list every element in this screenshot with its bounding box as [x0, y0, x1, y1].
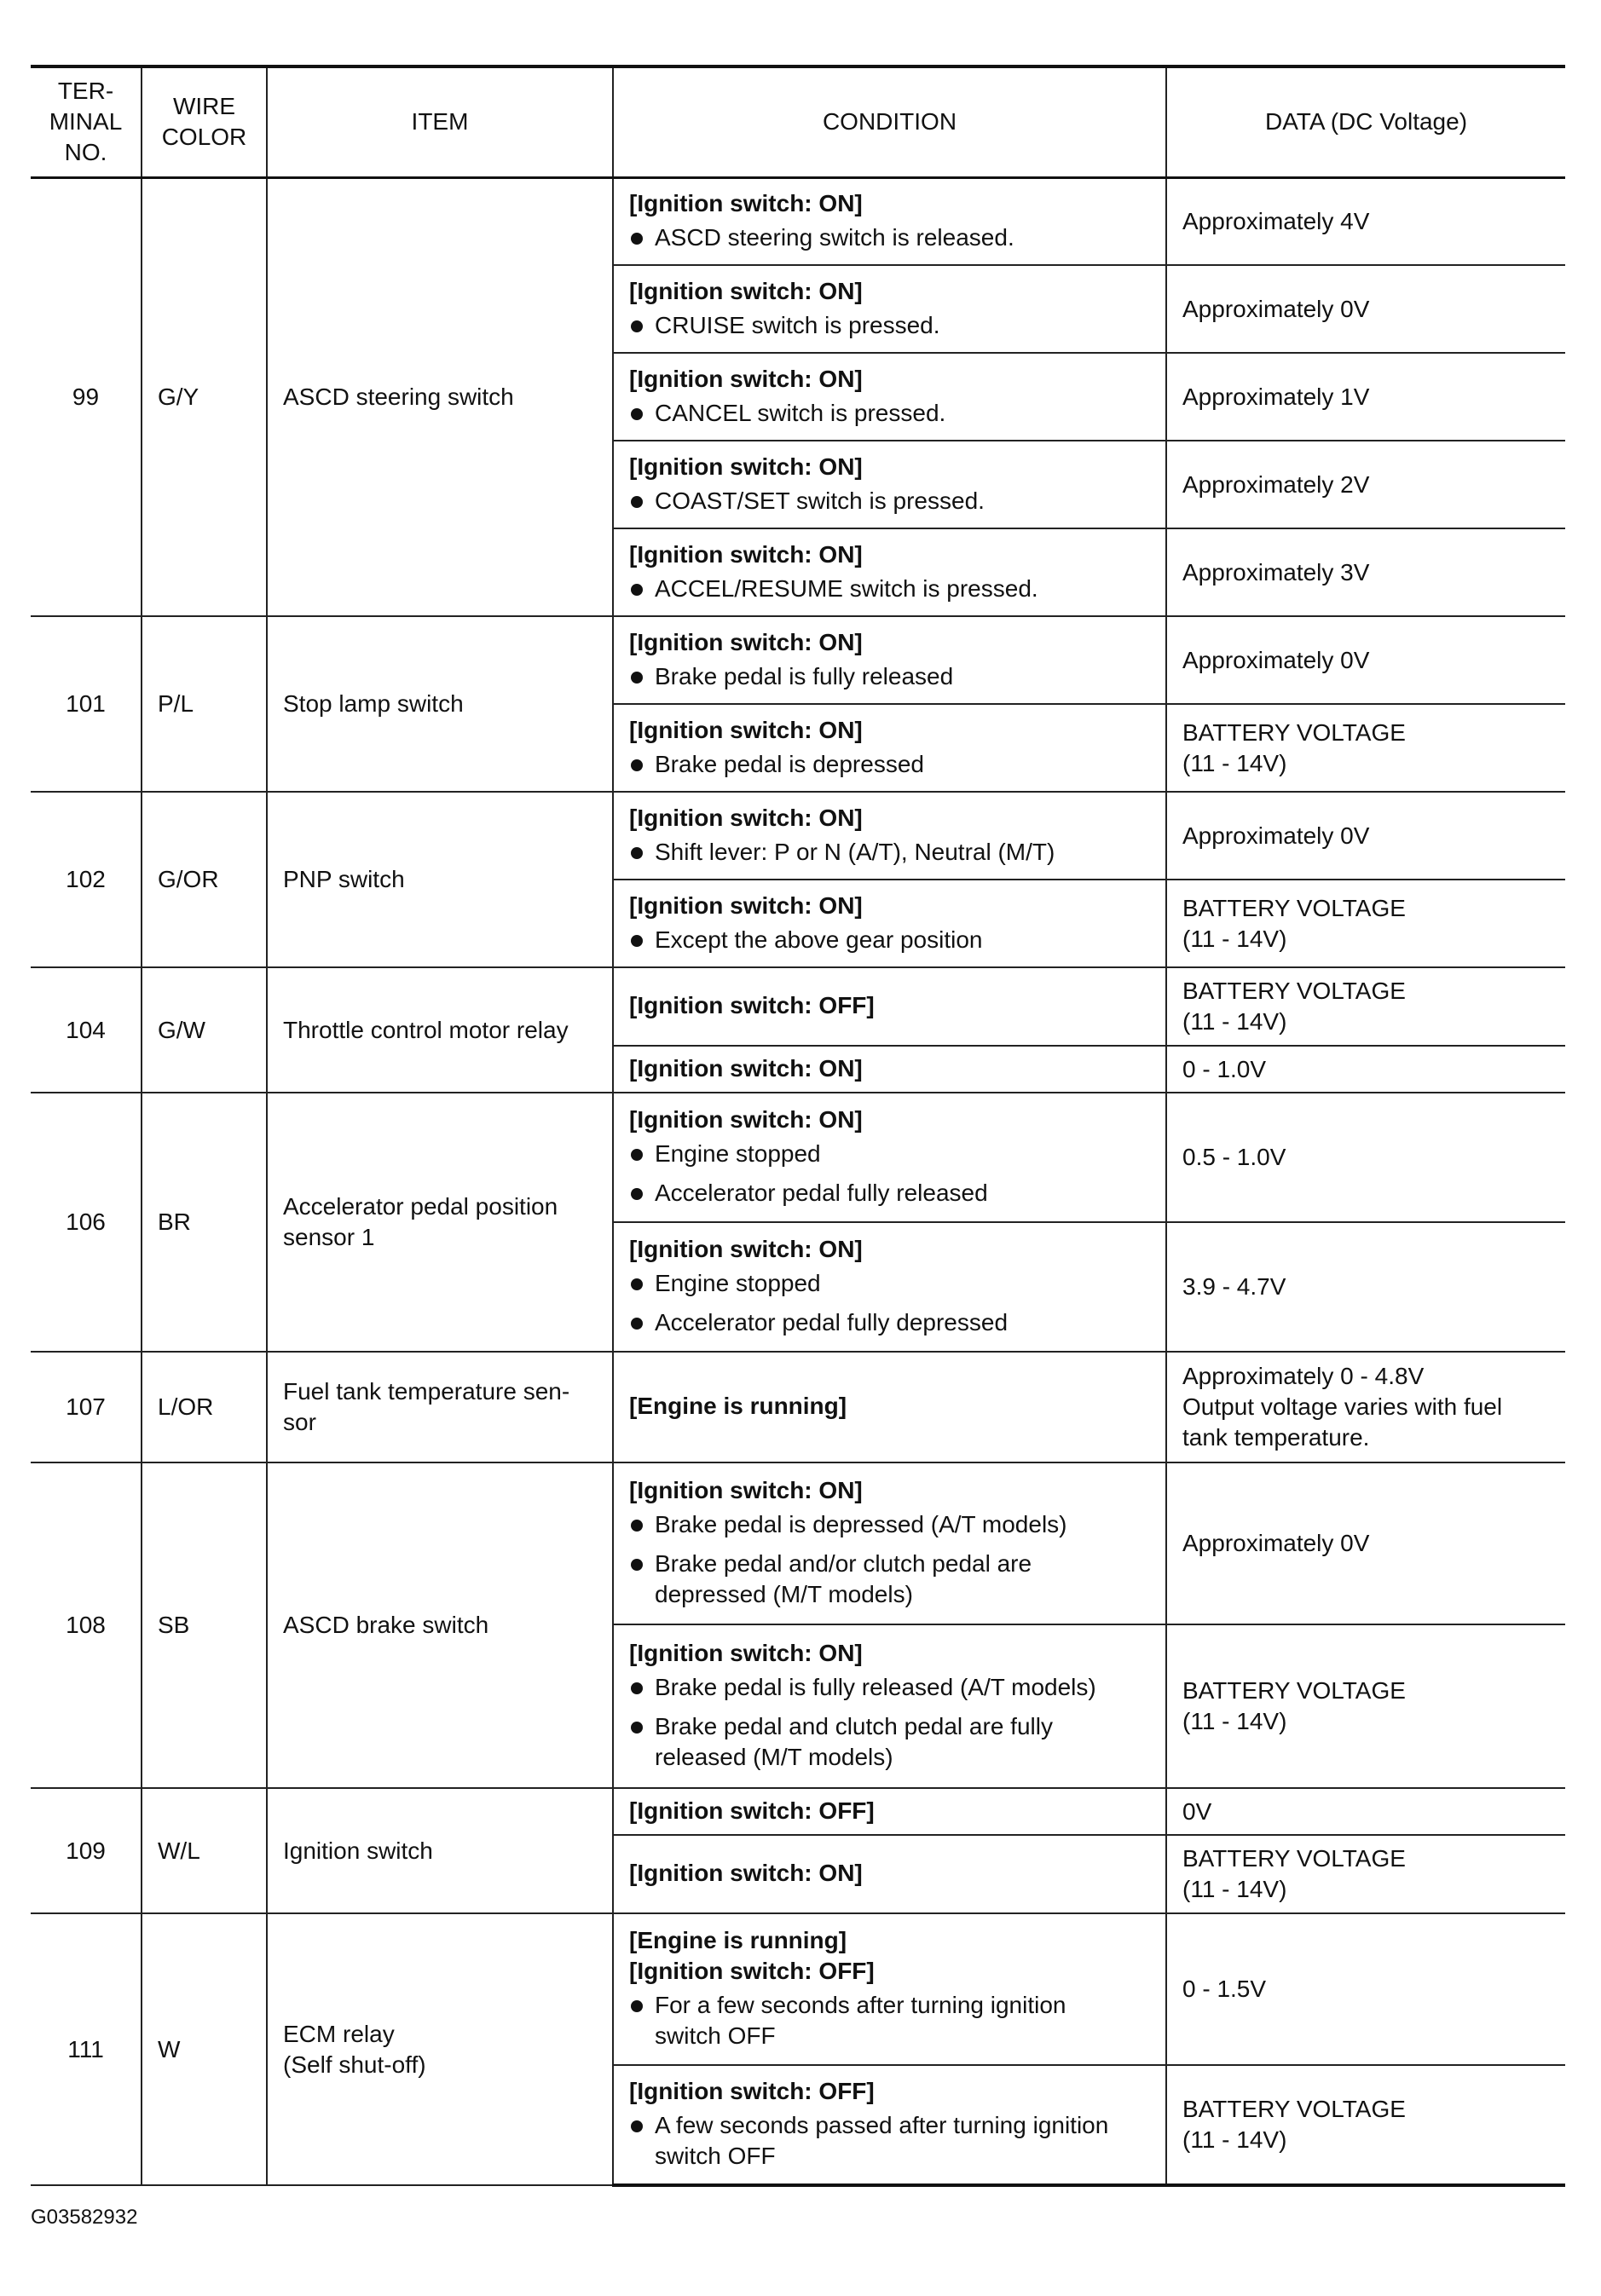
item-name: ECM relay (Self shut-off): [267, 1913, 613, 2185]
condition-cell: [613, 1835, 1166, 1913]
terminal-number: 107: [31, 1352, 142, 1462]
item-name: PNP switch: [267, 792, 613, 967]
item-name: Throttle control motor relay: [267, 967, 613, 1093]
condition-heading: [Engine is running]: [629, 1393, 847, 1419]
condition-cell: [613, 1352, 1166, 1462]
wire-color: P/L: [142, 616, 267, 792]
condition-bullet: A few seconds passed after turning ignition switch OFF: [629, 2110, 1150, 2172]
condition-bullet-list: [629, 1990, 1150, 2051]
condition-cell: [613, 616, 1166, 704]
item-name: Stop lamp switch: [267, 616, 613, 792]
header-terminal-no: TER- MINAL NO.: [31, 66, 142, 177]
wire-color: G/Y: [142, 177, 267, 616]
voltage-data: 0.5 - 1.0V: [1166, 1093, 1565, 1222]
item-name: ASCD brake switch: [267, 1462, 613, 1788]
condition-bullet-list: [629, 925, 1150, 955]
wire-color: W: [142, 1913, 267, 2185]
condition-heading: [Ignition switch: ON]: [629, 1477, 863, 1503]
terminal-number: 109: [31, 1788, 142, 1913]
condition-bullet-list: [629, 661, 1150, 692]
table-row: [31, 177, 1565, 265]
condition-bullet: Brake pedal and clutch pedal are fully released (M/T models): [629, 1711, 1150, 1773]
condition-bullet: Accelerator pedal fully depressed: [629, 1307, 1150, 1338]
condition-bullet-list: [629, 486, 1150, 516]
condition-bullet-list: [629, 2110, 1150, 2172]
condition-bullet: CANCEL switch is pressed.: [629, 398, 1150, 429]
item-name: Ignition switch: [267, 1788, 613, 1913]
wire-color: W/L: [142, 1788, 267, 1913]
condition-heading: [Ignition switch: ON]: [629, 804, 863, 831]
condition-bullet: Brake pedal is fully released (A/T models): [629, 1672, 1150, 1703]
condition-bullet-list: [629, 1139, 1150, 1209]
header-row: [31, 66, 1565, 177]
condition-heading: [Ignition switch: ON]: [629, 453, 863, 480]
wire-color: SB: [142, 1462, 267, 1788]
condition-cell: [613, 1624, 1166, 1788]
condition-heading: [Ignition switch: ON]: [629, 1054, 863, 1082]
condition-cell: [613, 2065, 1166, 2185]
condition-bullet: For a few seconds after turning ignition switch OFF: [629, 1990, 1150, 2051]
condition-bullet-list: [629, 1509, 1150, 1610]
voltage-data: BATTERY VOLTAGE (11 - 14V): [1166, 1624, 1565, 1788]
terminal-number: 104: [31, 967, 142, 1093]
condition-cell: [613, 792, 1166, 880]
condition-cell: [613, 1093, 1166, 1222]
condition-cell: [613, 1462, 1166, 1624]
condition-bullet-list: [629, 1268, 1150, 1338]
terminal-number: 108: [31, 1462, 142, 1788]
condition-bullet: CRUISE switch is pressed.: [629, 310, 1150, 341]
table-row: [31, 1913, 1565, 2065]
voltage-data: 0V: [1166, 1788, 1565, 1835]
table-row: [31, 967, 1565, 1046]
voltage-data: BATTERY VOLTAGE (11 - 14V): [1166, 880, 1565, 967]
ecm-terminal-table: [31, 65, 1565, 2187]
condition-cell: [613, 177, 1166, 265]
condition-bullet-list: [629, 574, 1150, 604]
condition-bullet: Shift lever: P or N (A/T), Neutral (M/T): [629, 837, 1150, 868]
condition-heading: [Engine is running] [Ignition switch: OFF]: [629, 1927, 875, 1984]
voltage-data: BATTERY VOLTAGE (11 - 14V): [1166, 2065, 1565, 2185]
voltage-data: Approximately 0 - 4.8V Output voltage varies with fuel tank temperature.: [1166, 1352, 1565, 1462]
condition-cell: [613, 265, 1166, 353]
condition-cell: [613, 967, 1166, 1046]
condition-heading: [Ignition switch: ON]: [629, 1640, 863, 1666]
condition-cell: [613, 1046, 1166, 1093]
condition-heading: [Ignition switch: ON]: [629, 277, 863, 304]
wire-color: L/OR: [142, 1352, 267, 1462]
wire-color: BR: [142, 1093, 267, 1352]
condition-cell: [613, 353, 1166, 441]
condition-heading: [Ignition switch: OFF]: [629, 992, 875, 1018]
terminal-number: 106: [31, 1093, 142, 1352]
voltage-data: Approximately 0V: [1166, 616, 1565, 704]
condition-bullet: COAST/SET switch is pressed.: [629, 486, 1150, 516]
voltage-data: Approximately 0V: [1166, 1462, 1565, 1624]
voltage-data: Approximately 0V: [1166, 792, 1565, 880]
condition-bullet: Brake pedal is depressed (A/T models): [629, 1509, 1150, 1540]
wire-color: G/OR: [142, 792, 267, 967]
condition-heading: [Ignition switch: ON]: [629, 628, 863, 655]
condition-bullet-list: [629, 310, 1150, 341]
table-row: [31, 616, 1565, 704]
voltage-data: Approximately 0V: [1166, 265, 1565, 353]
condition-bullet: Engine stopped: [629, 1268, 1150, 1299]
condition-bullet-list: [629, 749, 1150, 780]
table-row: [31, 1093, 1565, 1222]
condition-bullet: Except the above gear position: [629, 925, 1150, 955]
voltage-data: 0 - 1.0V: [1166, 1046, 1565, 1093]
condition-cell: [613, 441, 1166, 528]
voltage-data: BATTERY VOLTAGE (11 - 14V): [1166, 704, 1565, 792]
condition-cell: [613, 1788, 1166, 1835]
terminal-number: 111: [31, 1913, 142, 2185]
header-item: ITEM: [267, 66, 613, 177]
condition-cell: [613, 704, 1166, 792]
voltage-data: Approximately 1V: [1166, 353, 1565, 441]
condition-bullet-list: [629, 398, 1150, 429]
condition-heading: [Ignition switch: ON]: [629, 365, 863, 392]
table-row: [31, 1462, 1565, 1624]
condition-bullet: Accelerator pedal fully released: [629, 1178, 1150, 1209]
condition-bullet-list: [629, 837, 1150, 868]
condition-heading: [Ignition switch: ON]: [629, 540, 863, 568]
table-row: [31, 1788, 1565, 1835]
condition-bullet: ASCD steering switch is released.: [629, 222, 1150, 253]
terminal-data-document: [31, 65, 1565, 2187]
header-condition: CONDITION: [613, 66, 1166, 177]
voltage-data: 0 - 1.5V: [1166, 1913, 1565, 2065]
voltage-data: BATTERY VOLTAGE (11 - 14V): [1166, 967, 1565, 1046]
voltage-data: BATTERY VOLTAGE (11 - 14V): [1166, 1835, 1565, 1913]
condition-cell: [613, 528, 1166, 616]
condition-heading: [Ignition switch: OFF]: [629, 2078, 875, 2104]
condition-bullet-list: [629, 1672, 1150, 1773]
table-row: [31, 1352, 1565, 1462]
wire-color: G/W: [142, 967, 267, 1093]
condition-cell: [613, 880, 1166, 967]
condition-bullet: Engine stopped: [629, 1139, 1150, 1169]
terminal-number: 102: [31, 792, 142, 967]
condition-bullet: Brake pedal is fully released: [629, 661, 1150, 692]
condition-heading: [Ignition switch: OFF]: [629, 1797, 875, 1824]
table-body: [31, 177, 1565, 2185]
terminal-number: 99: [31, 177, 142, 616]
voltage-data: Approximately 3V: [1166, 528, 1565, 616]
condition-heading: [Ignition switch: ON]: [629, 1236, 863, 1262]
item-name: Fuel tank temperature sen- sor: [267, 1352, 613, 1462]
figure-code: G03582932: [31, 2206, 138, 2229]
condition-cell: [613, 1913, 1166, 2065]
header-wire-color: WIRE COLOR: [142, 66, 267, 177]
condition-bullet: ACCEL/RESUME switch is pressed.: [629, 574, 1150, 604]
item-name: ASCD steering switch: [267, 177, 613, 616]
condition-heading: [Ignition switch: ON]: [629, 1860, 863, 1886]
condition-bullet: Brake pedal and/or clutch pedal are depressed (M/T models): [629, 1549, 1150, 1610]
item-name: Accelerator pedal position sensor 1: [267, 1093, 613, 1352]
condition-heading: [Ignition switch: ON]: [629, 1106, 863, 1133]
condition-bullet: Brake pedal is depressed: [629, 749, 1150, 780]
voltage-data: Approximately 2V: [1166, 441, 1565, 528]
voltage-data: 3.9 - 4.7V: [1166, 1222, 1565, 1352]
table-row: [31, 792, 1565, 880]
terminal-number: 101: [31, 616, 142, 792]
header-data: DATA (DC Voltage): [1166, 66, 1565, 177]
condition-heading: [Ignition switch: ON]: [629, 189, 863, 216]
condition-bullet-list: [629, 222, 1150, 253]
table-header: [31, 66, 1565, 177]
condition-cell: [613, 1222, 1166, 1352]
condition-heading: [Ignition switch: ON]: [629, 716, 863, 743]
voltage-data: Approximately 4V: [1166, 177, 1565, 265]
condition-heading: [Ignition switch: ON]: [629, 891, 863, 919]
